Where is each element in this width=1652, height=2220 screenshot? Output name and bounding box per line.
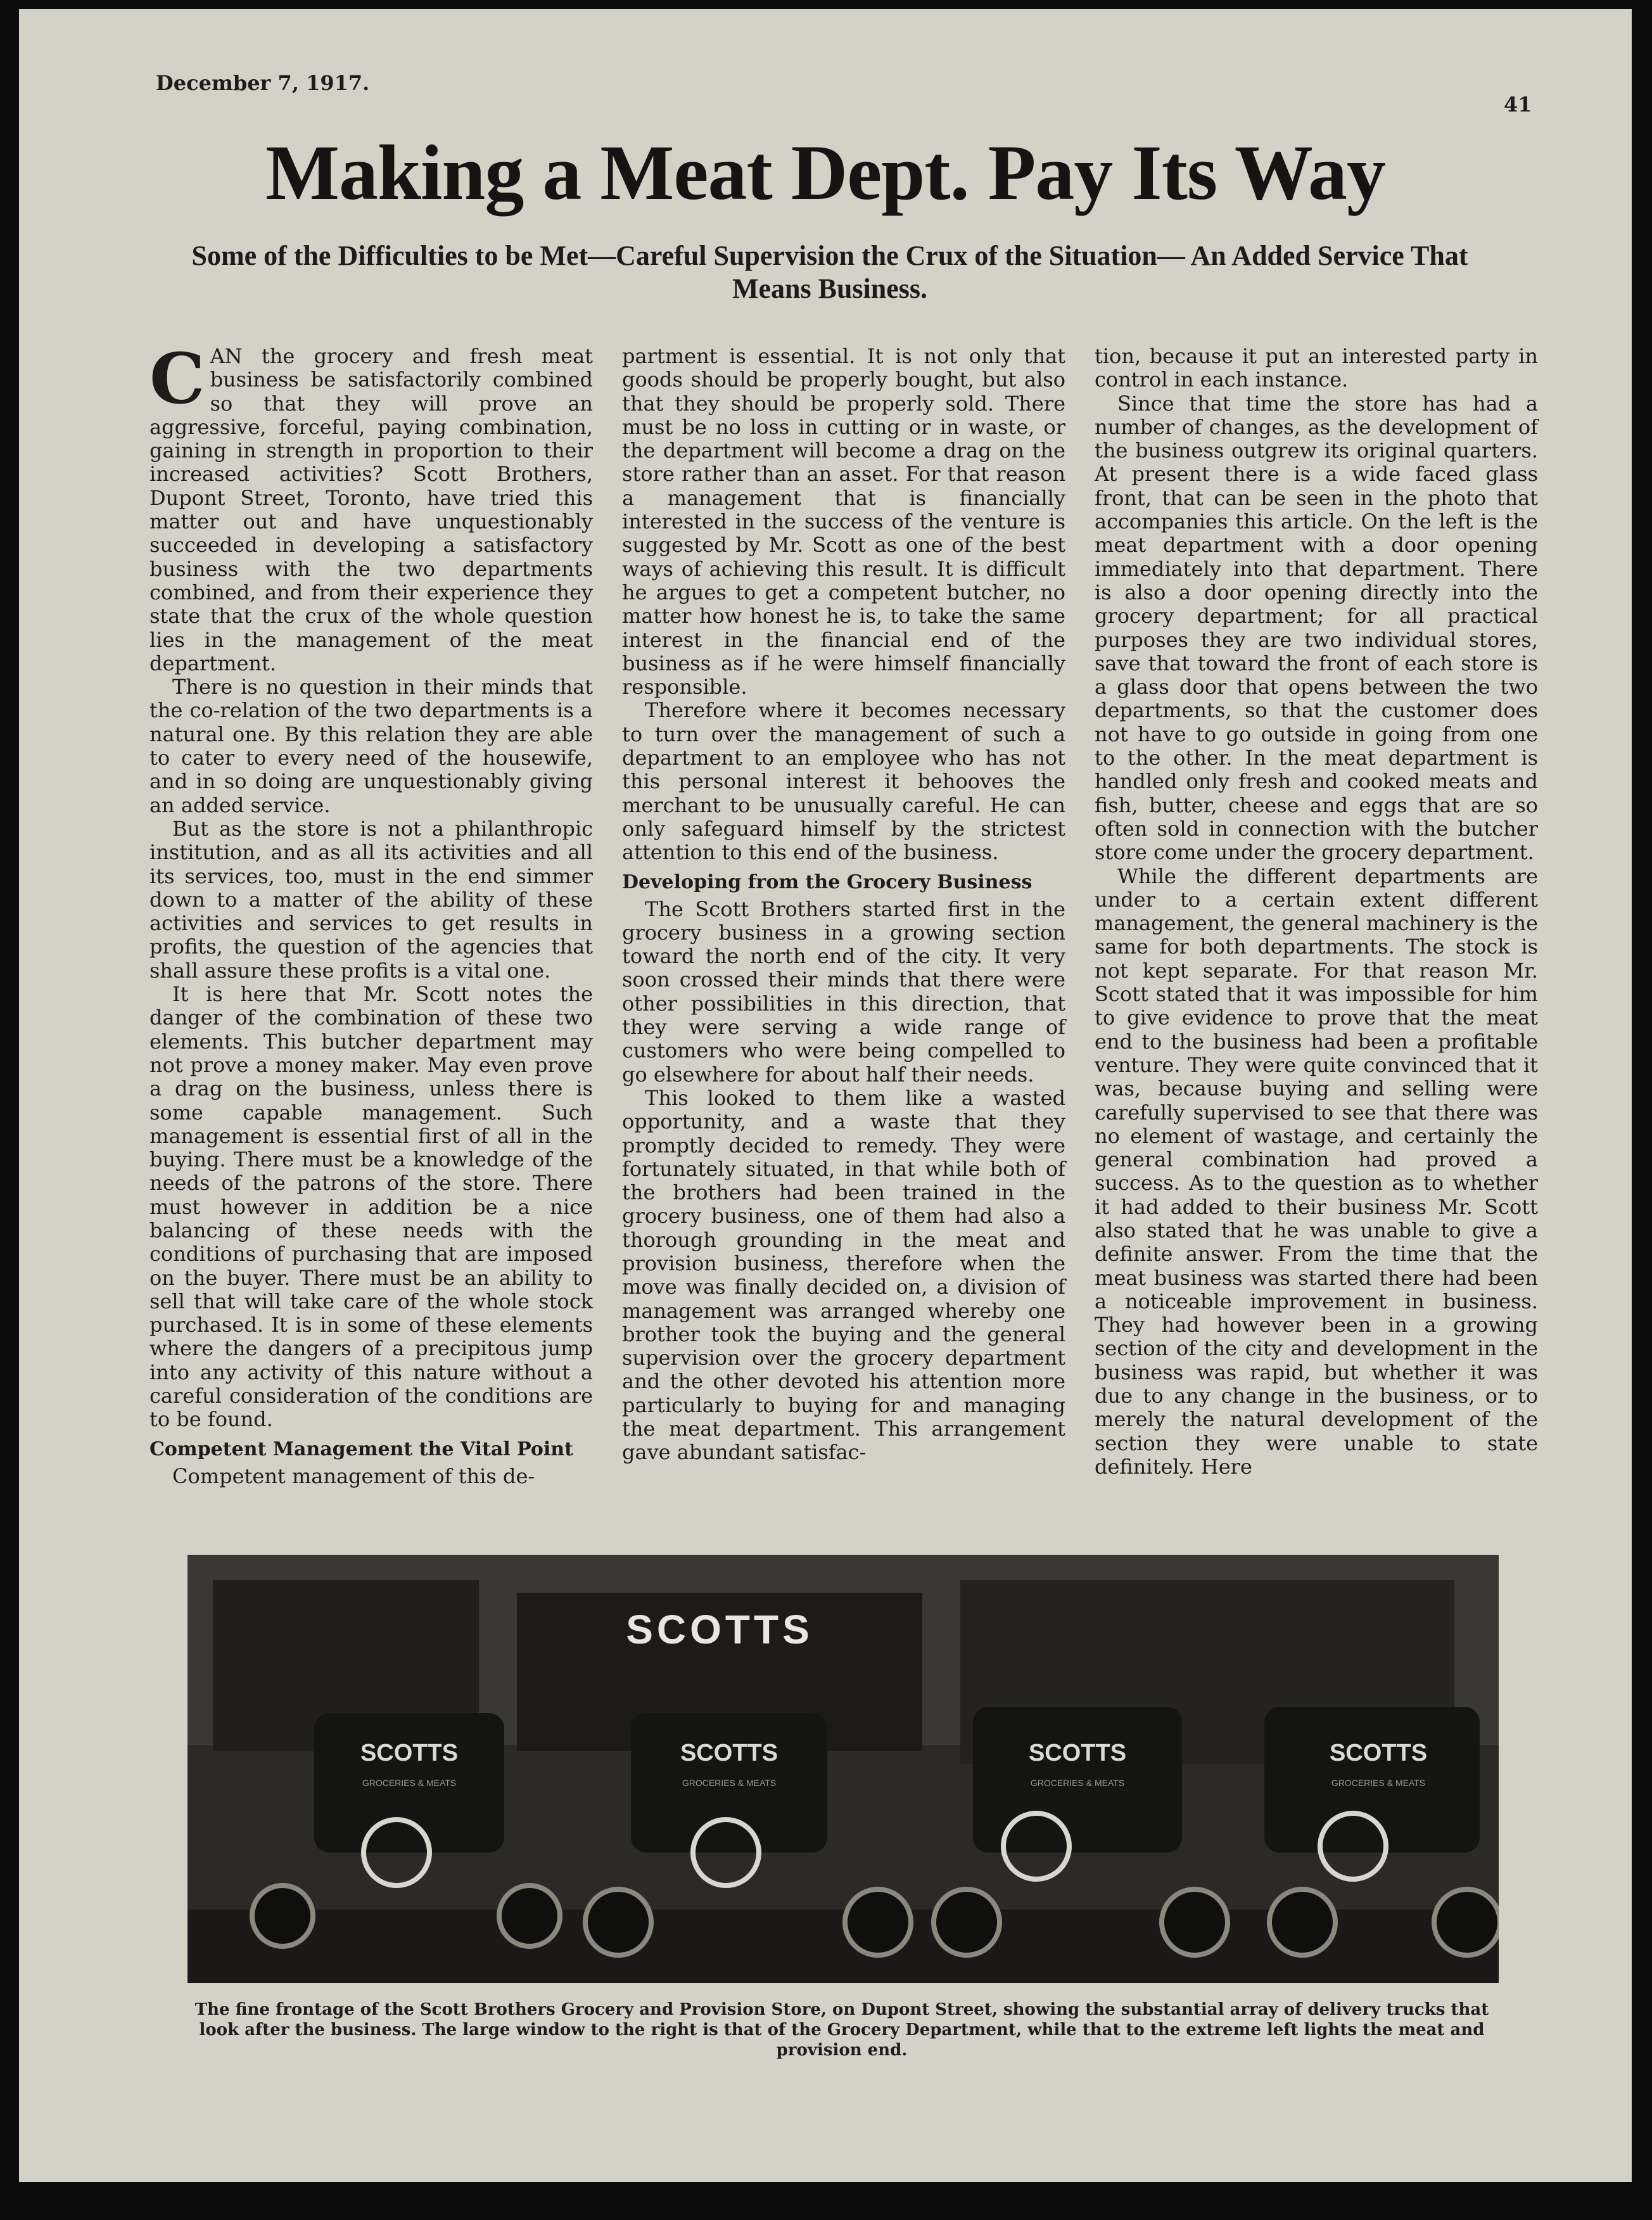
truck-name: SCOTTS bbox=[360, 1740, 459, 1766]
paragraph-text: AN the grocery and fresh meat business be satisfactorily combined so that they will prove an aggressive, forceful, paying combination, gaining in strength in proportion to their increased activities? Scott Brothers, Dupont Street, Toronto, have tried this matter out and have unquestionably succeeded in developing a satisfactory business with the two departments combined, and from their experience they state that the crux of the whole question lies in the management of the meat department. bbox=[149, 344, 593, 675]
paragraph: partment is essential. It is not only that goods should be properly bought, but also that they should be properly sold. There must be no loss in cutting or in waste, or the department will become a drag on the store rather than an asset. For that reason a management that is financially interested in the success of the venture is suggested by Mr. Scott as one of the best ways of achieving this result. It is difficult he argues to get a competent butcher, no matter how honest he is, to take the same interest in the financial end of the business as if he were himself financially responsible. bbox=[622, 344, 1065, 699]
paragraph: Competent management of this de- bbox=[172, 1464, 535, 1488]
paragraph: This looked to them like a wasted opportunity, and a waste that they promptly decided to remedy. They were fortunately situated, in that while both of the brothers had been trained in the grocery business, one of them had also a thorough grounding in the meat and provision business, therefore when the move was finally decided on, a division of management was arranged whereby one brother took the buying and the general supervision over the grocery department and the other devoted his attention more particularly to buying for and managing the meat department. This arrangement gave abundant satisfac- bbox=[622, 1085, 1065, 1465]
paragraph: Since that time the store has had a number of changes, as the development of the business outgrew its original quarters. At present there is a wide faced glass front, that can be seen in the photo that accompanies this article. On the left is the meat department with a door opening immediately into that department. There is also a door opening directly into the grocery department; for all practical purposes they are two individual stores, save that toward the front of each store is a glass door that opens between the two departments, so that the customer does not have to go outside in going from one to the other. In the meat department is handled only fresh and cooked meats and fish, butter, cheese and eggs that are so often sold in connection with the butcher store come under the grocery department. bbox=[1095, 391, 1538, 865]
drop-cap: C bbox=[149, 338, 205, 419]
truck-subtitle: GROCERIES & MEATS bbox=[1030, 1778, 1125, 1788]
wheel bbox=[1162, 1889, 1228, 1955]
page-number: 41 bbox=[1504, 92, 1532, 117]
truck-subtitle: GROCERIES & MEATS bbox=[682, 1778, 777, 1788]
truck-name: SCOTTS bbox=[1028, 1740, 1127, 1766]
wheel bbox=[845, 1889, 911, 1955]
article-column-1 bbox=[149, 338, 593, 1488]
wheel bbox=[252, 1885, 313, 1946]
article-column-2 bbox=[622, 345, 1065, 1465]
truck-subtitle: GROCERIES & MEATS bbox=[362, 1778, 457, 1788]
paragraph: Therefore where it becomes necessary to turn over the management of such a department to an employee who has not this personal interest it behooves the merchant to be unusually careful. He can only safeguard himself by the strictest attention to this end of the business. bbox=[622, 698, 1065, 865]
store-sign: SCOTTS bbox=[626, 1607, 813, 1652]
wheel bbox=[1269, 1889, 1335, 1955]
paragraph bbox=[149, 338, 593, 675]
paragraph: There is no question in their minds that the co-relation of the two departments is a natural one. By this relation they are able to cater to every need of the housewife, and in so doing are unquestionably giving an added service. bbox=[149, 675, 593, 817]
truck-name: SCOTTS bbox=[1329, 1740, 1428, 1766]
article-title: Making a Meat Dept. Pay Its Way bbox=[265, 129, 1386, 216]
wheel bbox=[585, 1889, 651, 1955]
storefront-photo bbox=[187, 1555, 1499, 1983]
paragraph: But as the store is not a philanthropic institution, and as all its activities and all its services, too, must in the end simmer down to a matter of the ability of these activities and services to get results in profits, the question of the agencies that shall assure these profits is a vital one. bbox=[149, 816, 593, 983]
paragraph: While the different departments are under to a certain extent different management, the general machinery is the same for both departments. The stock is not kept separate. For that reason Mr. Scott stated that it was impossible for him to give evidence to prove that the meat end to the business had been a profitable venture. They were quite convinced that it was, because buying and selling were carefully supervised to see that there was no element of wastage, and certainly the general combination had proved a success. As to the question as to whether it had added to their business Mr. Scott also stated that he was unable to give a definite answer. From the time that the meat business was started there had been a noticeable improvement in business. They had however been in a growing section of the city and development in the business was rapid, but whether it was due to any change in the business, or to merely the natural development of the section they were unable to state definitely. Here bbox=[1095, 864, 1538, 1479]
paragraph: tion, because it put an interested party in control in each instance. bbox=[1095, 344, 1538, 392]
wheel bbox=[934, 1889, 1000, 1955]
issue-date: December 7, 1917. bbox=[156, 71, 370, 95]
storefront-illustration bbox=[187, 1555, 1499, 1983]
photo-caption: The fine frontage of the Scott Brothers Grocery and Provision Store, on Dupont Street, showing the substantial array of delivery trucks that look after the business. The large window to the right is that of the Grocery Department, while that to the extreme left lights the meat and provision end. bbox=[194, 2000, 1489, 2060]
wheel bbox=[499, 1885, 560, 1946]
wheel bbox=[1434, 1889, 1499, 1955]
paragraph: It is here that Mr. Scott notes the danger of the combination of these two elements. This butcher department may not prove a money maker. May even prove a drag on the business, unless there is some capable management. Such management is essential first of all in the buying. There must be a knowledge of the needs of the patrons of the store. There must however in addition be a nice balancing of these needs with the conditions of purchasing that are imposed on the buyer. There must be an ability to sell that will take care of the whole stock purchased. It is in some of these elements where the dangers of a precipitous jump into any activity of this nature without a careful consideration of the conditions are to be found. bbox=[149, 982, 593, 1432]
truck-name: SCOTTS bbox=[680, 1740, 778, 1766]
article-column-3 bbox=[1095, 345, 1538, 1479]
truck-subtitle: GROCERIES & MEATS bbox=[1331, 1778, 1426, 1788]
paragraph: The Scott Brothers started first in the grocery business in a growing section toward the north end of the city. It very soon crossed their minds that there were other possibilities in this direction, that they were serving a wide range of customers who were being compelled to go elsewhere for about half their needs. bbox=[622, 896, 1065, 1087]
section-heading: Developing from the Grocery Business bbox=[622, 871, 1032, 893]
magazine-page bbox=[19, 9, 1632, 2182]
section-heading: Competent Management the Vital Point bbox=[149, 1438, 573, 1460]
article-subtitle: Some of the Difficulties to be Met—Careful Supervision the Crux of the Situation— An Added Service That Means Business. bbox=[191, 240, 1468, 304]
